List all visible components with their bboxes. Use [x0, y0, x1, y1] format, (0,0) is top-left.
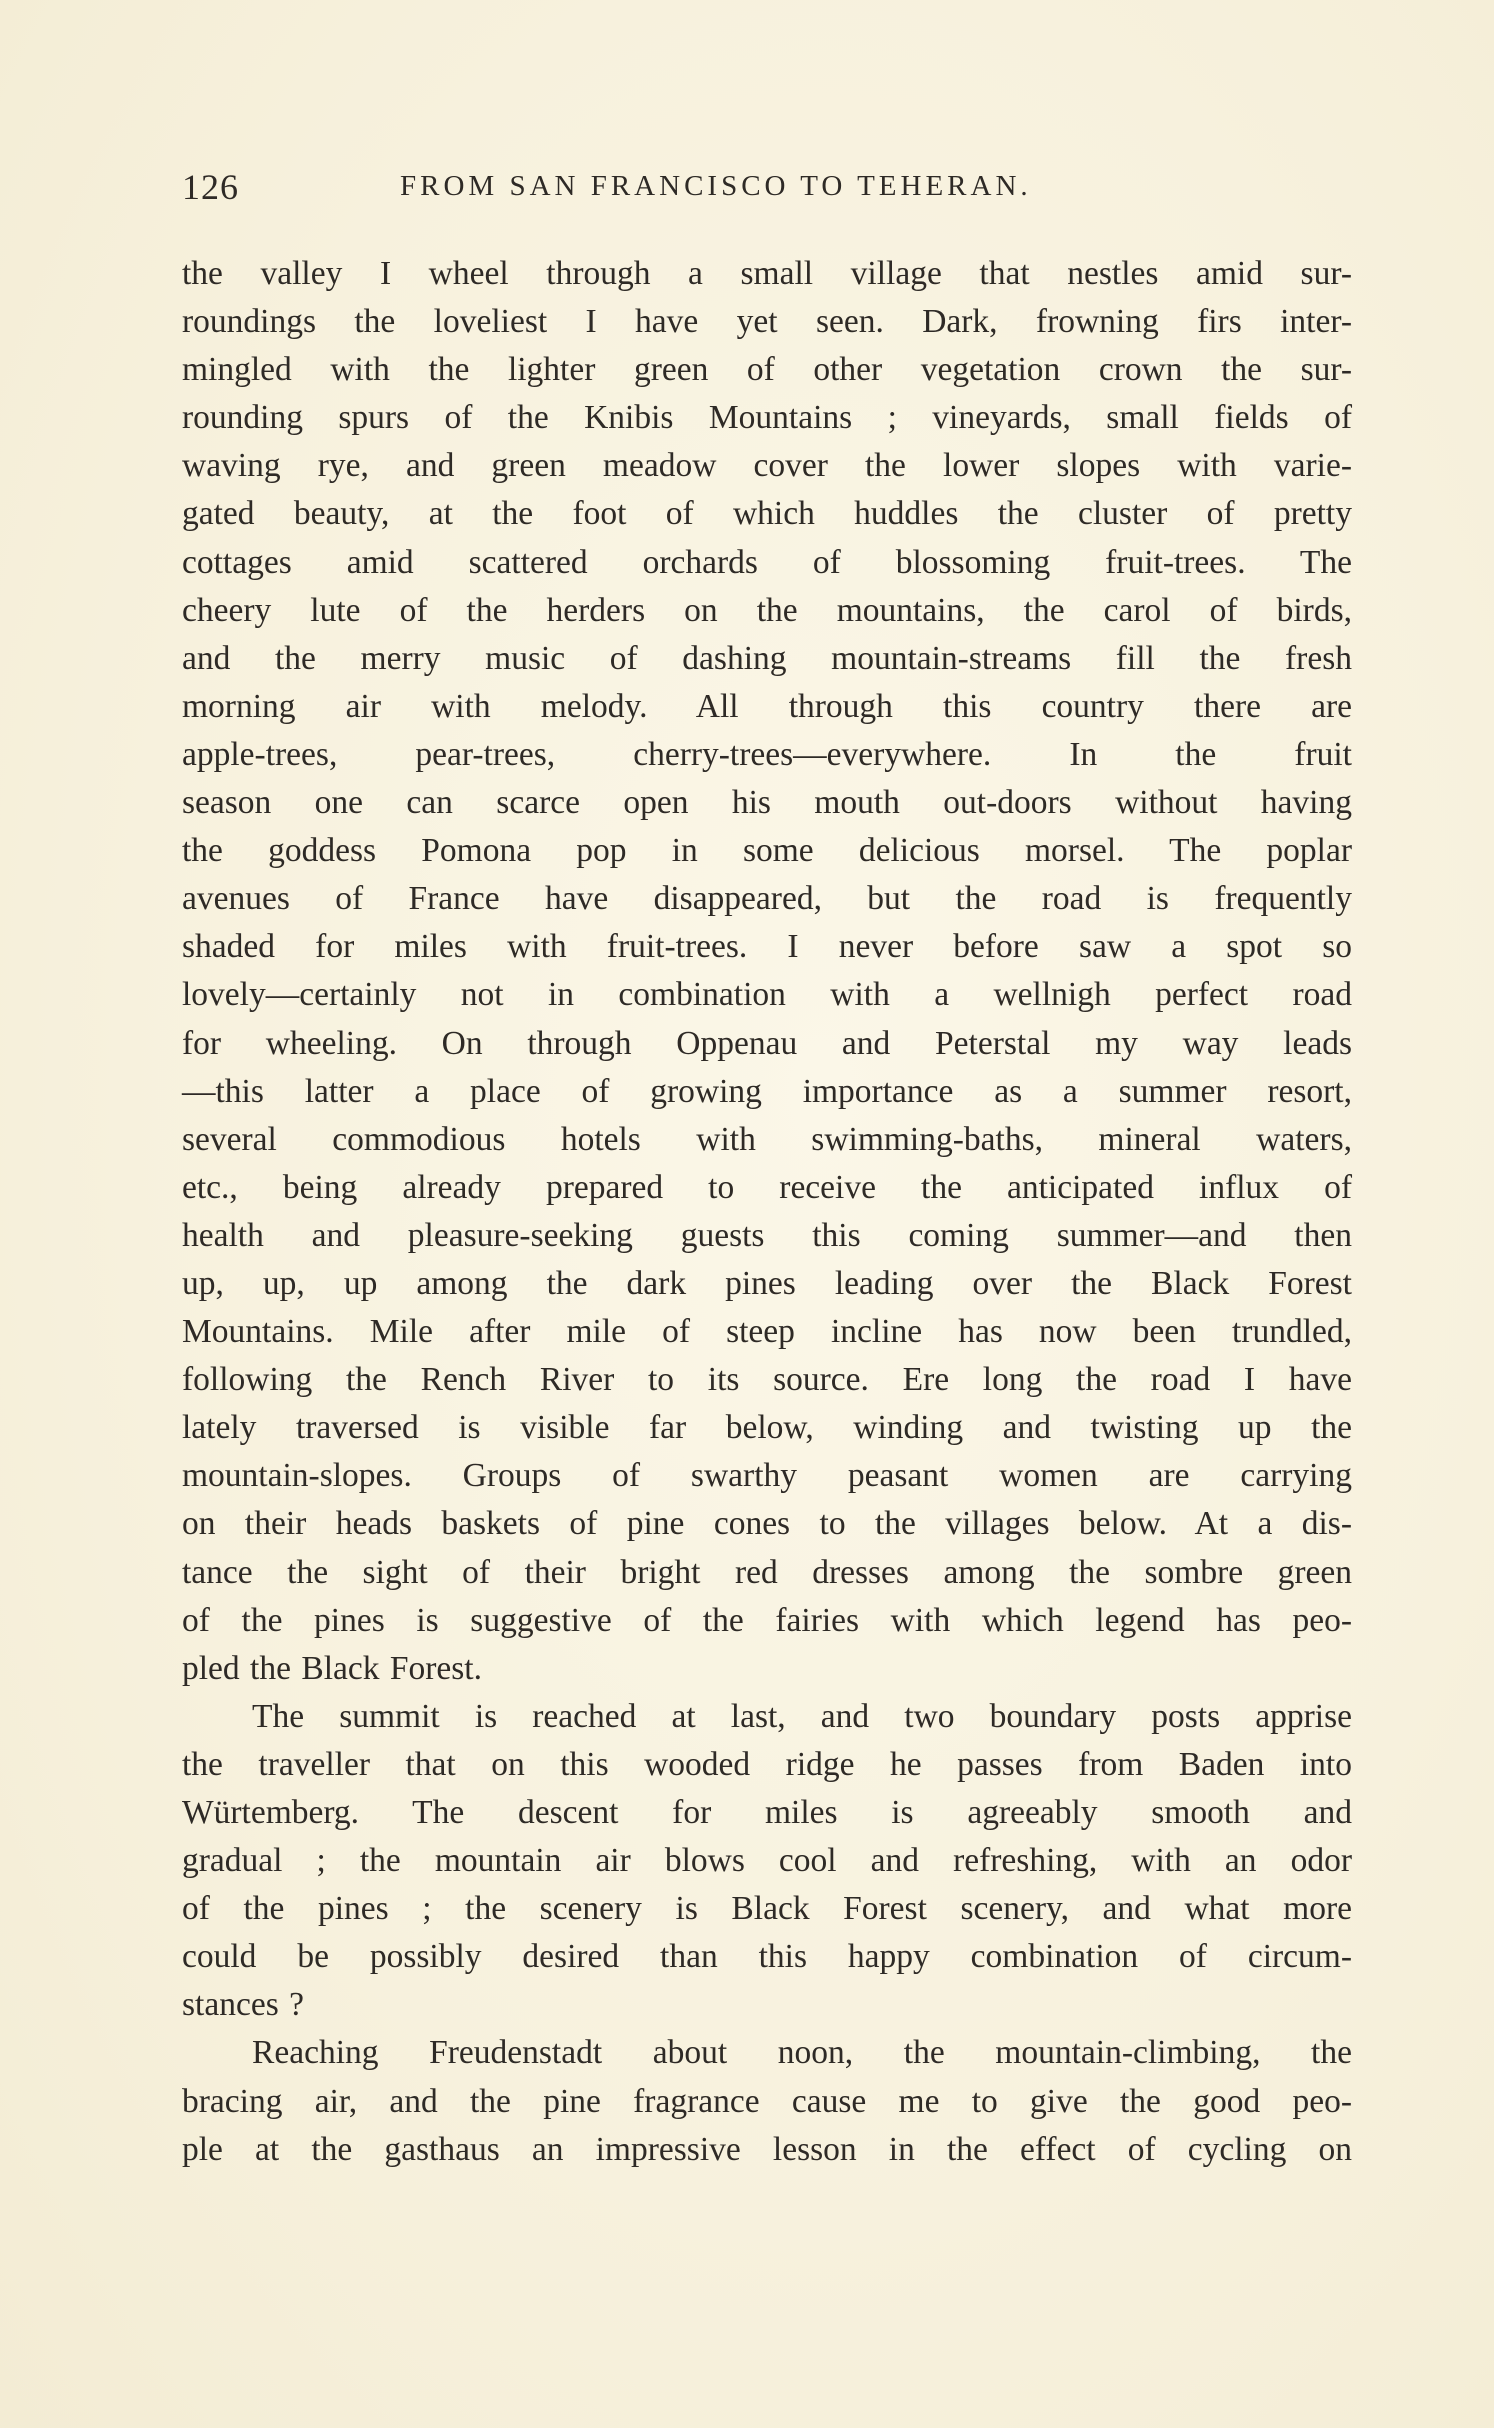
- text-line: several commodious hotels with swimming-baths, mineral waters,: [182, 1120, 1352, 1158]
- text-line: season one can scarce open his mouth out-doors without having: [182, 784, 1352, 822]
- text-line: health and pleasure-seeking guests this coming summer—and then: [182, 1216, 1352, 1254]
- text-line: on their heads baskets of pine cones to the villages below. At a dis-: [182, 1505, 1352, 1543]
- text-line: of the pines is suggestive of the fairies with which legend has peo-: [182, 1601, 1352, 1639]
- text-line: the goddess Pomona pop in some delicious morsel. The poplar: [182, 832, 1352, 870]
- text-line: mingled with the lighter green of other vegetation crown the sur-: [182, 351, 1352, 389]
- text-line: pled the Black Forest.: [182, 1649, 482, 1687]
- text-line: the traveller that on this wooded ridge he passes from Baden into: [182, 1745, 1352, 1783]
- text-line: gated beauty, at the foot of which huddles the cluster of pretty: [182, 495, 1352, 533]
- text-line: cottages amid scattered orchards of blossoming fruit-trees. The: [182, 543, 1352, 581]
- text-line: —this latter a place of growing importance as a summer resort,: [182, 1072, 1352, 1110]
- text-line: up, up, up among the dark pines leading over the Black Forest: [182, 1264, 1352, 1302]
- page-header: [182, 166, 1352, 226]
- text-line: lately traversed is visible far below, winding and twisting up the: [182, 1409, 1352, 1447]
- text-line: for wheeling. On through Oppenau and Peterstal my way leads: [182, 1024, 1352, 1062]
- body-text: [182, 250, 1352, 2174]
- text-line: roundings the loveliest I have yet seen. Dark, frowning firs inter-: [182, 303, 1352, 341]
- text-line: stances ?: [182, 1986, 304, 2024]
- text-line: lovely—certainly not in combination with a wellnigh perfect road: [182, 976, 1352, 1014]
- text-line: the valley I wheel through a small village that nestles amid sur-: [182, 255, 1352, 292]
- text-line: etc., being already prepared to receive the anticipated influx of: [182, 1168, 1352, 1206]
- text-line: could be possibly desired than this happy combination of circum-: [182, 1938, 1352, 1976]
- text-line: and the merry music of dashing mountain-streams fill the fresh: [182, 639, 1352, 677]
- text-line: mountain-slopes. Groups of swarthy peasant women are carrying: [182, 1457, 1352, 1495]
- page-number: 126: [182, 167, 239, 207]
- text-line: Mountains. Mile after mile of steep incline has now been trundled,: [182, 1313, 1352, 1351]
- text-line: The summit is reached at last, and two boundary posts apprise: [252, 1697, 1352, 1735]
- text-line: following the Rench River to its source. Ere long the road I have: [182, 1361, 1352, 1399]
- text-line: tance the sight of their bright red dresses among the sombre green: [182, 1553, 1352, 1591]
- text-line: of the pines ; the scenery is Black Forest scenery, and what more: [182, 1890, 1352, 1928]
- text-line: Würtemberg. The descent for miles is agreeably smooth and: [182, 1794, 1352, 1831]
- text-line: cheery lute of the herders on the mountains, the carol of birds,: [182, 591, 1352, 629]
- text-line: gradual ; the mountain air blows cool and refreshing, with an odor: [182, 1842, 1352, 1880]
- text-line: bracing air, and the pine fragrance cause me to give the good peo-: [182, 2082, 1352, 2120]
- text-line: Reaching Freudenstadt about noon, the mountain-climbing, the: [252, 2034, 1352, 2072]
- text-line: shaded for miles with fruit-trees. I never before saw a spot so: [182, 928, 1352, 966]
- text-line: apple-trees, pear-trees, cherry-trees—everywhere. In the fruit: [182, 735, 1352, 773]
- text-line: waving rye, and green meadow cover the lower slopes with varie-: [182, 447, 1352, 485]
- text-line: rounding spurs of the Knibis Mountains ; vineyards, small fields of: [182, 399, 1352, 437]
- text-line: morning air with melody. All through this country there are: [182, 687, 1352, 725]
- text-line: ple at the gasthaus an impressive lesson in the effect of cycling on: [182, 2130, 1352, 2168]
- text-line: avenues of France have disappeared, but the road is frequently: [182, 880, 1352, 918]
- running-title: FROM SAN FRANCISCO TO TEHERAN.: [400, 170, 1032, 202]
